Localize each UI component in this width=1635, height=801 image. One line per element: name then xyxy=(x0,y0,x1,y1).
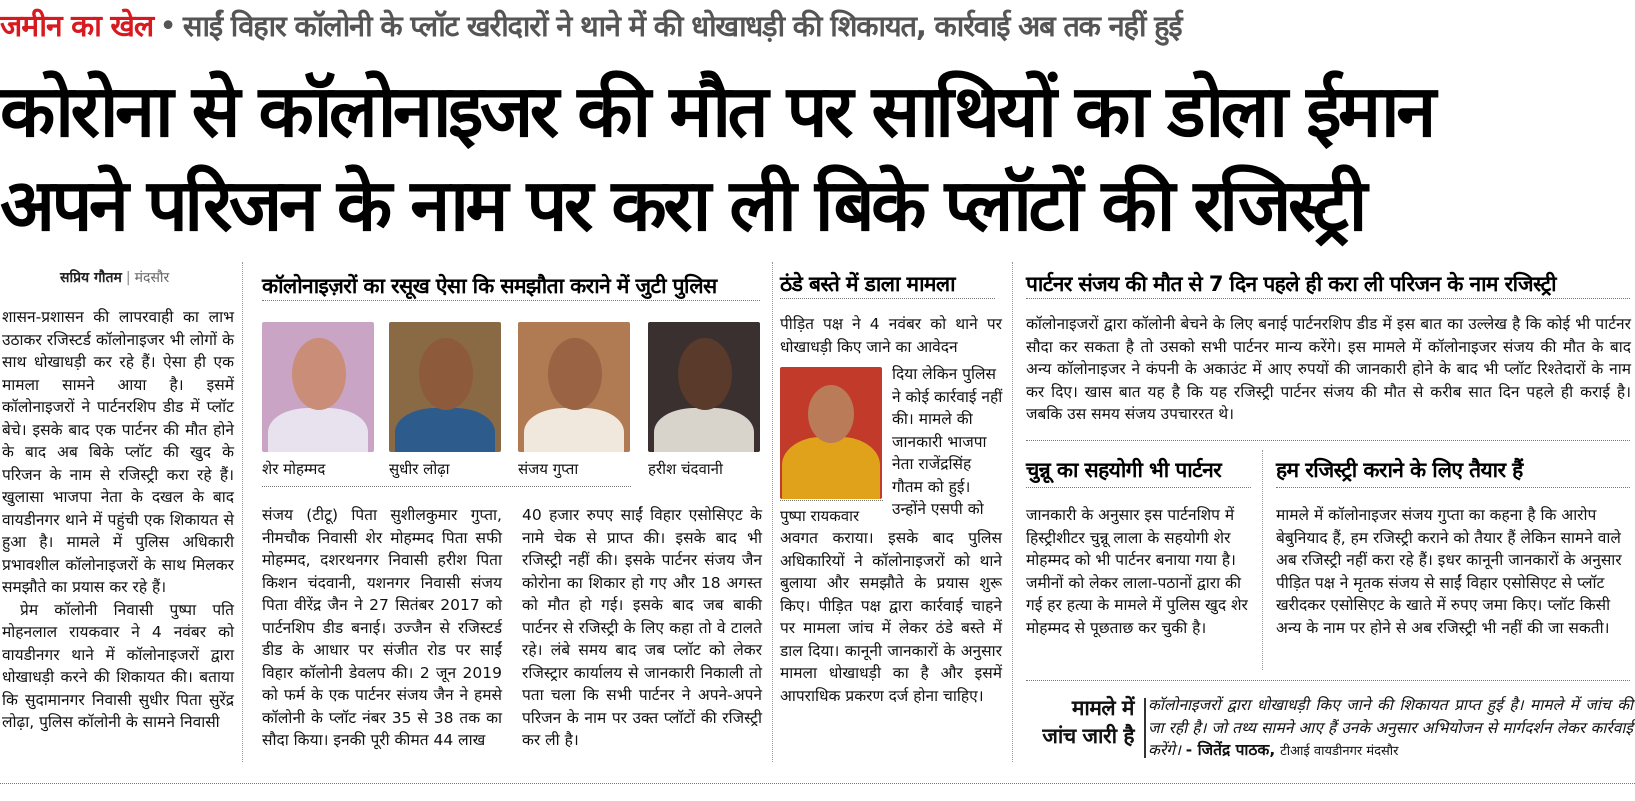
column-1 xyxy=(2,306,234,734)
partner-section-heading: पार्टनर संजय की मौत से 7 दिन पहले ही करा ली परिजन के नाम रजिस्ट्री xyxy=(1026,272,1557,296)
photo-caption: सुधीर लोढ़ा xyxy=(389,460,450,478)
police-column-3: 40 हजार रुपए साईं विहार एसोसिएट के नामे चेक से प्राप्त की। इसके बाद भी रजिस्ट्री नहीं की। इसके पार्टनर संजय जैन कोरोना का शिकार हो गए और 18 अगस्त को मौत हो गई। इसके बाद जब बाकी पार्टनर से रजिस्ट्री के लिए कहा तो वे टालते रहे। लंबे समय बाद जब प्लॉट को लेकर रजिस्ट्रार कार्यालय से जानकारी निकाली तो पता चला कि सभी पार्टनर ने अपने-अपने परिजन के नाम पर उक्त प्लॉटों की रजिस्ट्री कर ली है। xyxy=(522,506,762,749)
quote-attribution: - जितेंद्र पाठक, xyxy=(1185,741,1276,759)
column-divider xyxy=(772,262,773,762)
photo-caption: संजय गुप्ता xyxy=(518,460,579,478)
heading-rule xyxy=(780,298,995,299)
quote-body: कॉलोनाइजरों द्वारा धोखाधड़ी किए जाने की शिकायत प्राप्त हुई है। मामले में जांच की जा रही है। जो तथ्य सामने आए हैं उनके अनुसार अभियोजन से मार्गदर्शन लेकर कार्रवाई करेंगे। xyxy=(1148,696,1633,759)
photo-figure xyxy=(782,437,880,499)
column-divider xyxy=(1262,450,1263,670)
cold-rest-text: अवगत कराया। इसके बाद पुलिस अधिकारियों ने कॉलोनाइजरों को थाने बुलाया और समझौते के प्रयास शुरू किए। पीड़ित पक्ष द्वारा कार्रवाई चाहने पर मामला जांच में लेकर ठंडे बस्ते में डाल दिया। कानूनी जानकारों के अनुसार मामला धोखाधड़ी का है और इसमें आपराधिक प्रकरण दर्ज होना चाहिए। xyxy=(780,529,1002,705)
bottom-rule xyxy=(0,783,1635,784)
portrait-face xyxy=(292,338,346,410)
photo-face xyxy=(808,385,854,443)
chunnu-section-heading: चुन्नू का सहयोगी भी पार्टनर xyxy=(1026,458,1222,482)
col1-para-1: शासन-प्रशासन की लापरवाही का लाभ उठाकर रजिस्टर्ड कॉलोनाइजर भी लोगों के साथ धोखाधड़ी कर रहे हैं। ऐसा ही एक मामला सामने आया है। इसमें कॉलोनाइजरों ने पार्टनरशिप डीड में प्लॉट बेचे। इसके बाद एक पार्टनर की मौत होने के बाद अब बिके प्लॉट की खुद के परिजन के नाम से रजिस्ट्री करा रहे हैं। खुलासा भाजपा नेता के दखल के बाद वायडीनगर थाने में पहुंची एक शिकायत से हुआ है। मामले में पुलिस अधिकारी प्रभावशील कॉलोनाइजरों के साथ मिलकर समझौते का प्रयास कर रहे हैं। xyxy=(2,308,234,596)
quote-mark xyxy=(1144,698,1147,758)
quote-attribution-role: टीआई वायडीनगर मंदसौर xyxy=(1280,744,1399,759)
portrait-face xyxy=(419,338,473,410)
cold-side-text: दिया लेकिन पुलिस ने कोई कार्रवाई नहीं की। मामले की जानकारी भाजपा नेता राजेंद्रसिंह गौतम को हुई। उन्होंने एसपी को xyxy=(892,365,1003,518)
quote-label-line-2: जांच जारी है xyxy=(1042,724,1134,748)
photo-caption: शेर मोहम्मद xyxy=(262,460,326,478)
section-rule xyxy=(1026,680,1630,681)
portrait-shirt xyxy=(395,408,495,452)
quote-label xyxy=(1030,694,1134,750)
byline-author: सप्रिय गौतम xyxy=(60,270,122,286)
byline-place: मंदसौर xyxy=(134,270,170,286)
caption-rule xyxy=(262,486,631,487)
portrait-face xyxy=(548,338,602,410)
bullet: • xyxy=(159,9,177,44)
cold-section-heading: ठंडे बस्ते में डाला मामला xyxy=(780,272,955,296)
col1-para-2: प्रेम कॉलोनी निवासी पुष्पा पति मोहनलाल रायकवार ने 4 नवंबर को वायडीनगर थाने में कॉलोनाइजरों द्वारा धोखाधड़ी करने की शिकायत की। बताया कि सुदामानगर निवासी सुधीर पिता सुरेंद्र लोढ़ा, पुलिस कॉलोनी के सामने निवासी xyxy=(2,600,234,731)
top-strap xyxy=(0,4,1635,50)
cold-top-text: पीड़ित पक्ष ने 4 नवंबर को थाने पर धोखाधड़ी किए जाने का आवेदन xyxy=(780,315,1002,356)
portrait-shirt xyxy=(268,408,368,452)
heading-rule xyxy=(262,300,760,301)
ready-section-heading: हम रजिस्ट्री कराने के लिए तैयार हैं xyxy=(1276,458,1523,482)
portrait-shirt xyxy=(524,408,624,452)
section-rule xyxy=(1026,440,1630,441)
caption-rule xyxy=(780,500,883,501)
quote-text xyxy=(1148,694,1633,764)
heading-rule xyxy=(1026,298,1630,299)
heading-rule xyxy=(1026,487,1251,488)
portrait-photo xyxy=(518,322,630,452)
column-divider xyxy=(242,262,243,762)
chunnu-body: जानकारी के अनुसार इस पार्टनशिप में हिस्ट्रीशीटर चुन्नू लाला के सहयोगी शेर मोहम्मद को भी पार्टनर बनाया गया है। जमीनों को लेकर लाला-पठानों द्वारा की गई हर हत्या के मामले में पुलिस खुद शेर मोहम्मद से पूछताछ कर चुकी है। xyxy=(1026,506,1248,637)
quote-label-line-1: मामले में xyxy=(1071,696,1134,720)
photo-caption-pushpa: पुष्पा रायकवार xyxy=(780,507,860,525)
portrait-face xyxy=(678,338,732,410)
portrait-photo xyxy=(648,322,760,452)
column-divider xyxy=(1012,262,1013,762)
ready-body: मामले में कॉलोनाइजर संजय गुप्ता का कहना है कि आरोप बेबुनियाद हैं, हम रजिस्ट्री कराने को तैयार हैं लेकिन सामने वाले अब रजिस्ट्री नहीं करा रहे हैं। इधर कानूनी जानकारों के अनुसार पीड़ित पक्ष ने मृतक संजय से साईं विहार एसोसिएट से प्लॉट खरीदकर एसोसिएट के खाते में रुपए जमा किए। प्लॉट किसी अन्य के नाम पर होने से अब रजिस्ट्री भी नहीं की जा सकती। xyxy=(1276,506,1622,637)
police-section-heading: कॉलोनाइज़रों का रसूख ऐसा कि समझौता कराने में जुटी पुलिस xyxy=(262,274,717,298)
headline-line-1: कोरोना से कॉलोनाइजर की मौत पर साथियों का डोला ईमान xyxy=(0,69,1433,153)
portrait-photo xyxy=(389,322,501,452)
strap-subhead: साईं विहार कॉलोनी के प्लॉट खरीदारों ने थाने में की धोखाधड़ी की शिकायत, कार्रवाई अब तक नहीं हुई xyxy=(182,9,1182,43)
police-column-2: संजय (टीटू) पिता सुशीलकुमार गुप्ता, नीमचौक निवासी शेर मोहम्मद पिता सफी मोहम्मद, दशरथनगर निवासी हरीश पिता किशन चंदवानी, यशनगर निवासी संजय पिता वीरेंद्र जैन ने 27 सितंबर 2017 को पार्टनशिप डीड बनाई। उज्जैन से रजिस्टर्ड डीड के आधार पर संजीत रोड पर साईं विहार कॉलोनी डेवलप की। 2 जून 2019 को फर्म के एक पार्टनर संजय जैन ने हमसे कॉलोनी के प्लॉट नंबर 35 से 38 तक का सौदा किया। इनकी पूरी कीमत 44 लाख xyxy=(262,506,502,749)
photo-pushpa-raykwar xyxy=(780,367,882,499)
portrait-shirt xyxy=(654,408,754,452)
byline-sep: | xyxy=(125,270,131,286)
kicker: जमीन का खेल xyxy=(0,9,154,44)
headline-line-2: अपने परिजन के नाम पर करा ली बिके प्लॉटों की रजिस्ट्री xyxy=(0,163,1364,247)
portrait-photo xyxy=(262,322,374,452)
byline xyxy=(60,268,169,287)
photo-caption: हरीश चंदवानी xyxy=(648,460,723,478)
partner-body: कॉलोनाइजरों द्वारा कॉलोनी बेचने के लिए बनाई पार्टनरशिप डीड में इस बात का उल्लेख है कि कोई भी पार्टनर सौदा कर सकता है तो उसको सभी पार्टनर मान्य करेंगे। इस मामले में कॉलोनाइजर संजय की मौत के बाद अन्य कॉलोनाइजर ने कंपनी के अकाउंट में आए रुपयों की जानकारी होने के बाद भी प्लॉट रिश्तेदारों के नाम कर दिए। खास बात यह है कि यह रजिस्ट्री पार्टनर संजय की मौत से करीब सात दिन पहले ही कराई है। जबकि उस समय संजय उपचाररत थे। xyxy=(1026,315,1631,423)
heading-rule xyxy=(1276,487,1630,488)
